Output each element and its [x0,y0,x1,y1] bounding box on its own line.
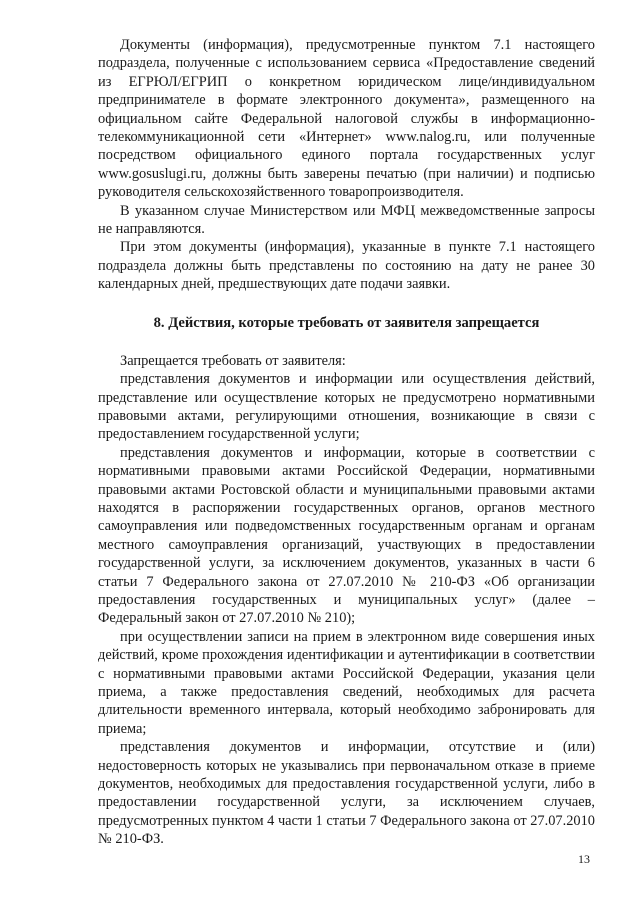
section-heading: 8. Действия, которые требовать от заявителя запрещается [153,314,540,331]
paragraph: представления документов и информации, отсутствие и (или) недостоверность которых не указывались при первоначальном отказе в приеме документов, необходимых для предоставления государственной услуги, либо в предоставлении государственной услуги, за исключением случаев, предусмотренных пунктом 4 части 1 статьи 7 Федерального закона от 27.07.2010 № 210-ФЗ. [98,739,595,848]
paragraph: В указанном случае Министерством или МФЦ межведомственные запросы не направляются. [98,202,595,238]
paragraph: при осуществлении записи на прием в электронном виде совершения иных действий, кроме прохождения идентификации и аутентификации в соответствии с нормативными правовыми актами Российской Федерации, указания цели приема, а также предоставления сведений, необходимых для расчета длительности временного интервала, который необходимо забронировать для приема; [98,628,595,737]
paragraph: Документы (информация), предусмотренные пунктом 7.1 настоящего подраздела, полученные с использованием сервиса «Предоставление сведений из ЕГРЮЛ/ЕГРИП о конкретном юридическом лице/индивидуальном предпринимателе в формате электронного документа», размещенного на официальном сайте Федеральной налоговой службы в информационно-телекоммуникационной сети «Интернет» www.nalog.ru, или полученные посредством официального единого портала государственных услуг www.gosuslugi.ru, должны быть заверены печатью (при наличии) и подписью руководителя сельскохозяйственного товаропроизводителя. [98,37,595,201]
document-page [98,36,595,849]
paragraph: представления документов и информации или осуществления действий, представление или осуществление которых не предусмотрено нормативными правовыми актами, регулирующими отношения, возникающие в связи с предоставлением государственной услуги; [98,371,595,443]
paragraph: представления документов и информации, которые в соответствии с нормативными правовыми актами Российской Федерации, нормативными правовыми актами Ростовской области и муниципальными правовыми актами находятся в распоряжении государственных органов, органов местного самоуправления или подведомственных государственным органам и органам местного самоуправления организаций, участвующих в предоставлении государственной услуги, за исключением документов, указанных в части 6 статьи 7 Федерального закона от 27.07.2010 № 210-ФЗ «Об организации предоставления государственных и муниципальных услуг» (далее – Федеральный закон от 27.07.2010 № 210); [98,444,595,627]
paragraph: При этом документы (информация), указанные в пункте 7.1 настоящего подраздела должны быть представлены по состоянию на дату не ранее 30 календарных дней, предшествующих дате подачи заявки. [98,239,595,293]
paragraph: Запрещается требовать от заявителя: [120,352,346,369]
page-number: 13 [578,852,590,866]
